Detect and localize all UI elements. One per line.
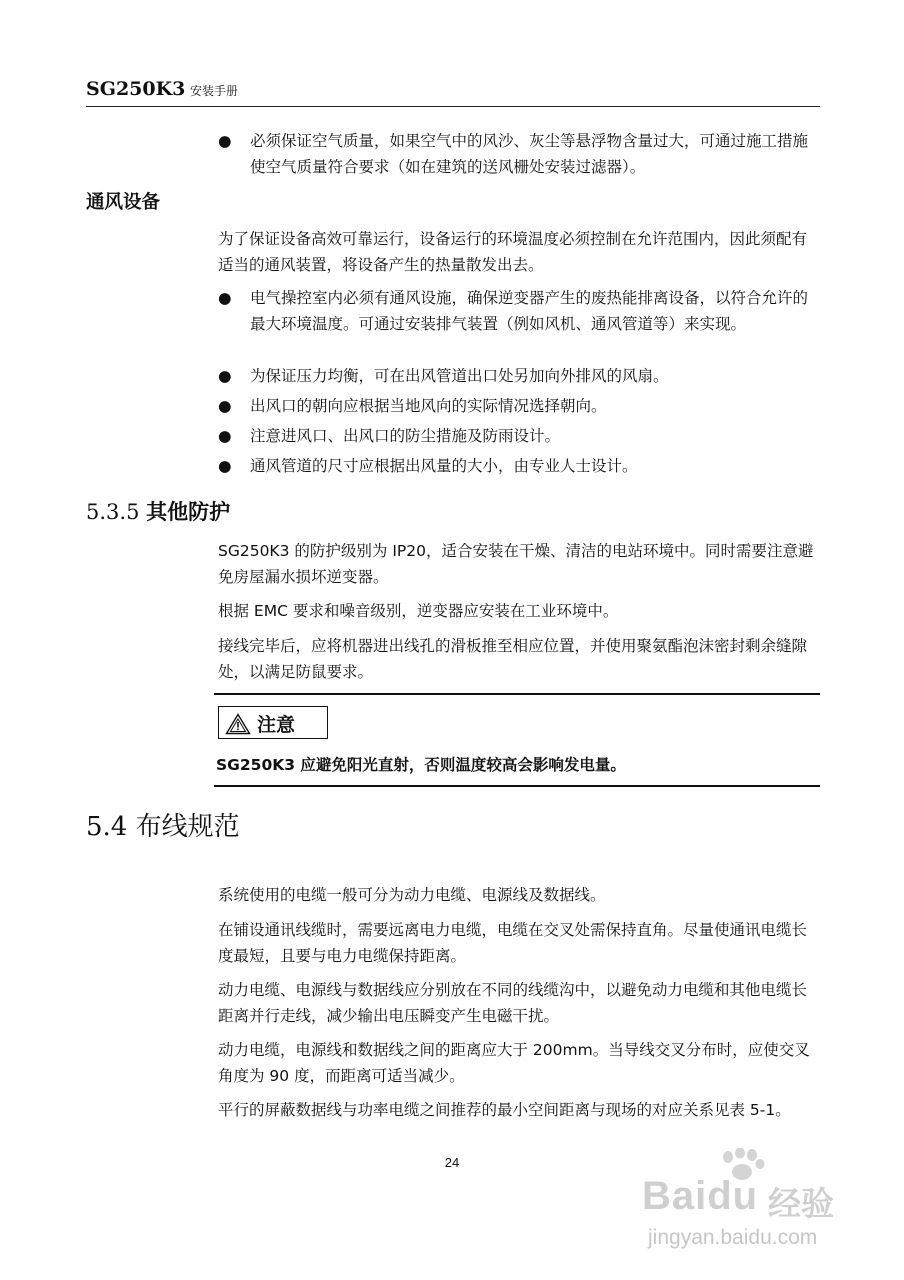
bullet-icon: ● (218, 367, 232, 385)
paragraph: 根据 EMC 要求和噪音级别，逆变器应安装在工业环境中。 (218, 602, 619, 620)
list-item (218, 128, 818, 180)
header-doc-title: 安装手册 (190, 84, 239, 98)
paragraph: 系统使用的电缆一般可分为动力电缆、电源线及数据线。 (218, 886, 606, 904)
header-model: SG250K3 (86, 78, 186, 100)
notice-block (214, 693, 820, 787)
page-header (86, 76, 820, 107)
list-item (218, 285, 818, 337)
list-item-text: 注意进风口、出风口的防尘措施及防雨设计。 (250, 427, 561, 445)
watermark-brand-cn: 经验 (768, 1184, 834, 1223)
section-heading-5-3-5 (86, 496, 230, 526)
bullet-icon: ● (218, 289, 232, 307)
section-title: 布线规范 (135, 812, 240, 842)
section-heading-5-4 (86, 806, 240, 843)
paragraph: SG250K3 的防护级别为 IP20，适合安装在干燥、清洁的电站环境中。同时需要注意避免房屋漏水损坏逆变器。 (218, 542, 814, 586)
list-item-text: 通风管道的尺寸应根据出风量的大小，由专业人士设计。 (250, 457, 638, 475)
watermark-url: jingyan.baidu.com (648, 1226, 818, 1249)
list-item (218, 363, 818, 389)
section-number: 5.4 (86, 812, 128, 842)
notice-message: SG250K3 应避免阳光直射，否则温度较高会影响发电量。 (216, 756, 626, 774)
paragraph: 平行的屏蔽数据线与功率电缆之间推荐的最小空间距离与现场的对应关系见表 5-1。 (218, 1101, 791, 1119)
list-item-text: 为保证压力均衡，可在出风管道出口处另加向外排风的风扇。 (250, 367, 669, 385)
notice-label: 注意 (257, 714, 296, 736)
list-item-text: 出风口的朝向应根据当地风向的实际情况选择朝向。 (250, 397, 607, 415)
warning-icon (225, 713, 251, 735)
bullet-icon: ● (218, 132, 232, 150)
paragraph: 接线完毕后，应将机器进出线孔的滑板推至相应位置，并使用聚氨酯泡沫密封剩余缝隙处，以满足防鼠要求。 (218, 637, 808, 681)
section-title: 其他防护 (146, 500, 231, 524)
notice-label-box (218, 706, 328, 739)
list-item (218, 393, 818, 419)
page-number: 24 (444, 1155, 460, 1170)
list-item-text: 必须保证空气质量，如果空气中的风沙、灰尘等悬浮物含量过大，可通过施工措施使空气质量符合要求（如在建筑的送风栅处安装过滤器）。 (250, 132, 809, 176)
paragraph: 动力电缆、电源线与数据线应分别放在不同的线缆沟中，以避免动力电缆和其他电缆长距离并行走线，减少输出电压瞬变产生电磁干扰。 (218, 981, 808, 1025)
list-item (218, 453, 818, 479)
list-item (218, 423, 818, 449)
list-item-text: 电气操控室内必须有通风设施，确保逆变器产生的废热能排离设备，以符合允许的最大环境温度。可通过安装排气装置（例如风机、通风管道等）来实现。 (250, 289, 809, 333)
paragraph: 在铺设通讯线缆时，需要远离电力电缆，电缆在交叉处需保持直角。尽量使通讯电缆长度最短，且要与电力电缆保持距离。 (218, 921, 808, 965)
bullet-icon: ● (218, 427, 232, 445)
bullet-icon: ● (218, 457, 232, 475)
paragraph: 动力电缆，电源线和数据线之间的距离应大于 200mm。当导线交叉分布时，应使交叉角度为 90 度，而距离可适当减少。 (218, 1041, 810, 1085)
baidu-watermark (642, 1148, 882, 1258)
subheading-ventilation: 通风设备 (86, 192, 161, 213)
bullet-icon: ● (218, 397, 232, 415)
watermark-brand: Baidu (642, 1174, 759, 1218)
section-number: 5.3.5 (86, 500, 140, 524)
paragraph: 为了保证设备高效可靠运行，设备运行的环境温度必须控制在允许范围内，因此须配有适当的通风装置，将设备产生的热量散发出去。 (218, 230, 808, 274)
